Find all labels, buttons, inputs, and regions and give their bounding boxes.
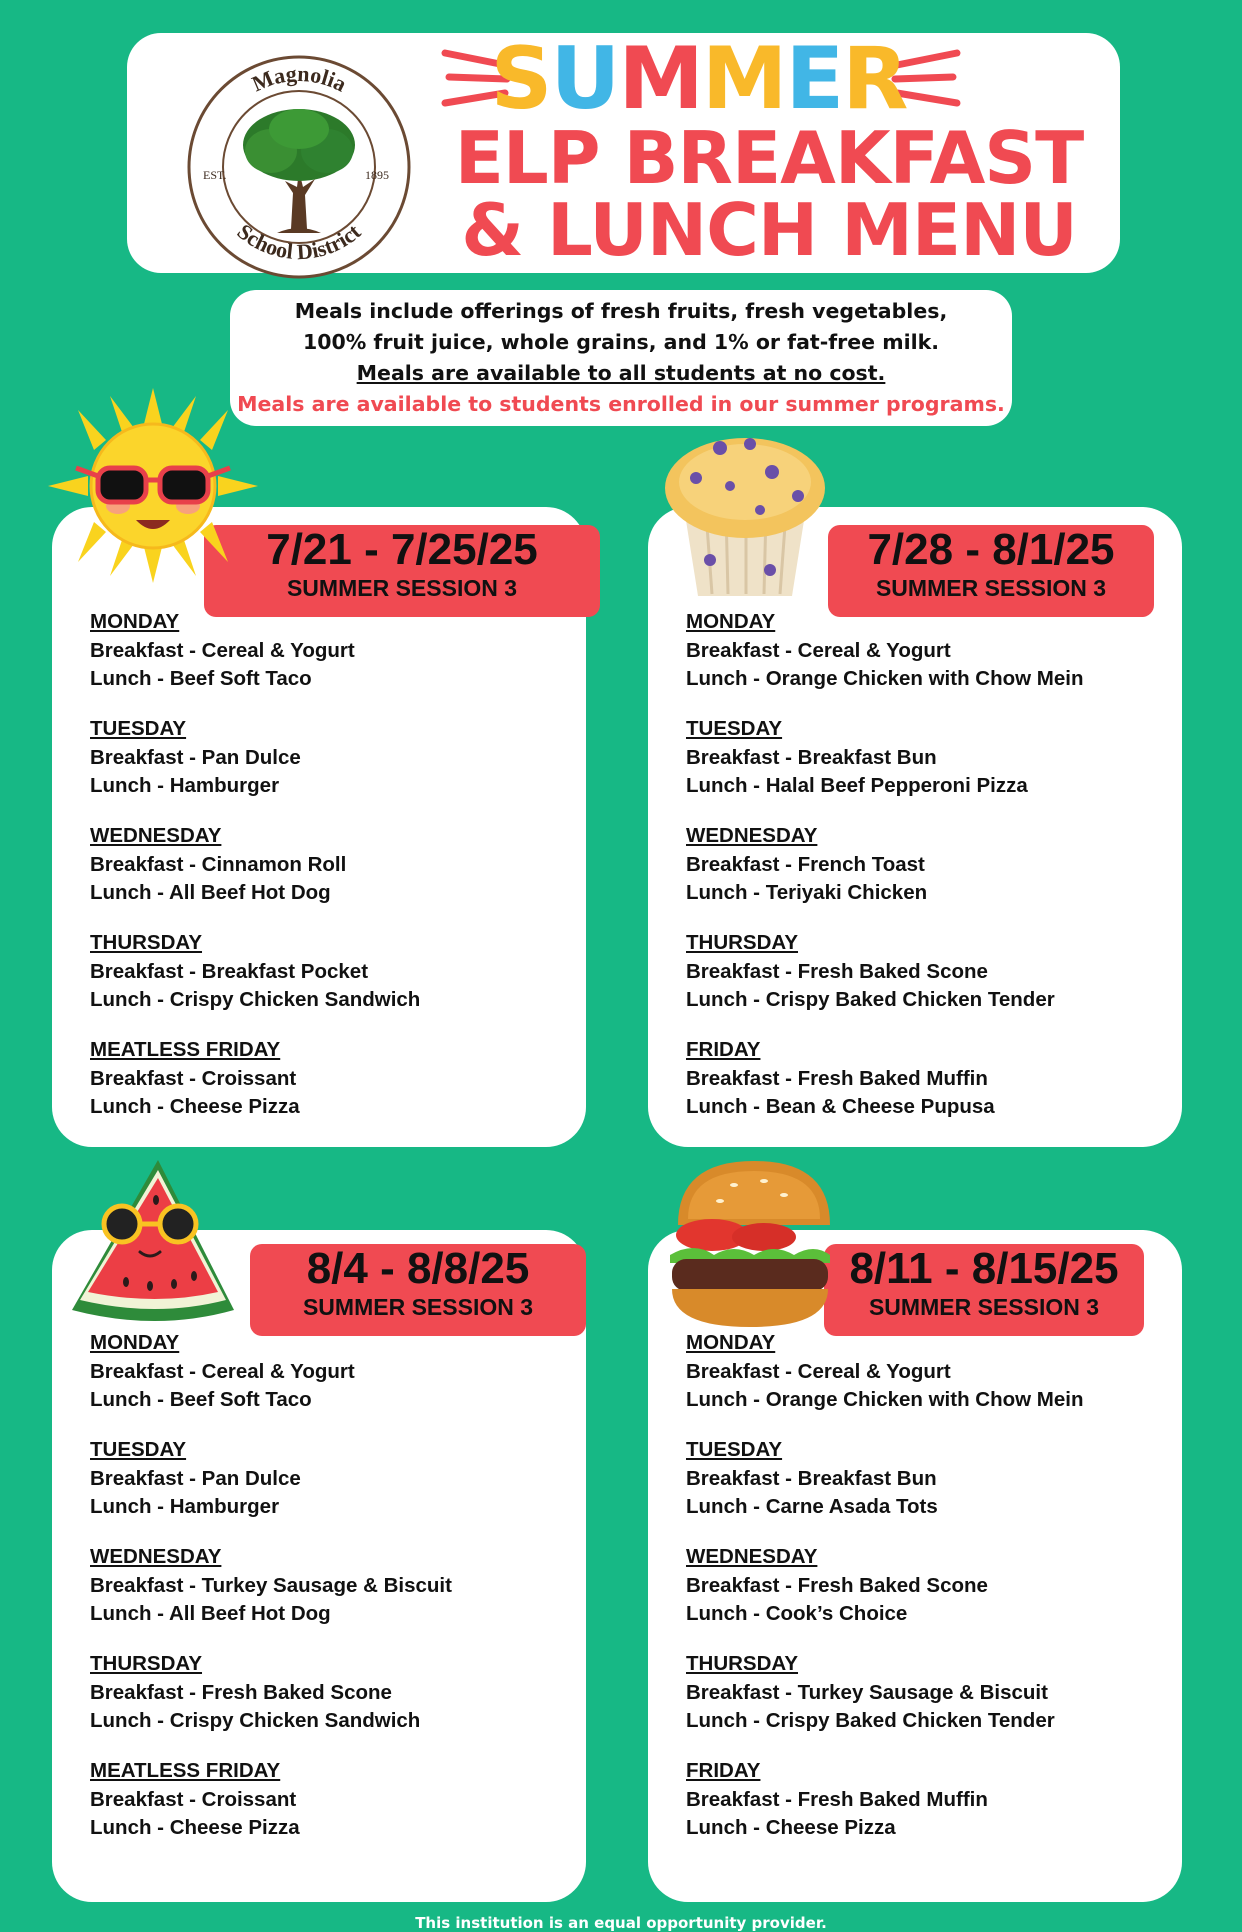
day-name: THURSDAY	[90, 1652, 203, 1675]
lunch-item: Lunch - Orange Chicken with Chow Mein	[686, 666, 1084, 690]
day-entry	[90, 1649, 452, 1734]
lunch-item: Lunch - Cook’s Choice	[686, 1601, 908, 1625]
blueberry-muffin-icon	[660, 430, 830, 600]
breakfast-item: Breakfast - Fresh Baked Muffin	[686, 1067, 988, 1090]
logo-est: EST.	[203, 168, 227, 182]
breakfast-item: Breakfast - Breakfast Bun	[686, 746, 937, 769]
week-session: SUMMER SESSION 3	[286, 575, 518, 601]
lunch-item: Lunch - Hamburger	[90, 773, 280, 797]
summer-letter: R	[842, 29, 907, 129]
breakfast-item: Breakfast - Breakfast Pocket	[90, 960, 369, 983]
week-card-1	[52, 507, 586, 1147]
info-line-3: Meals are available to all students at no cost.	[356, 361, 886, 385]
lunch-item: Lunch - Teriyaki Chicken	[686, 880, 928, 904]
summer-letter: M	[701, 29, 786, 129]
week-date-badge	[204, 525, 600, 617]
breakfast-item: Breakfast - Turkey Sausage & Biscuit	[686, 1681, 1048, 1704]
meal-info-box	[230, 290, 1012, 426]
day-name: TUESDAY	[686, 1438, 783, 1461]
week-menu	[686, 1328, 1084, 1863]
breakfast-item: Breakfast - Turkey Sausage & Biscuit	[90, 1574, 452, 1597]
sun-with-sunglasses-icon	[48, 388, 258, 583]
day-name: MONDAY	[90, 1331, 180, 1354]
week-card-3	[52, 1230, 586, 1902]
lunch-item: Lunch - Bean & Cheese Pupusa	[686, 1094, 995, 1118]
day-entry	[90, 714, 420, 799]
lunch-item: Lunch - Crispy Baked Chicken Tender	[686, 987, 1055, 1011]
day-entry	[686, 1435, 1084, 1520]
breakfast-item: Breakfast - Croissant	[90, 1067, 297, 1090]
equal-opportunity-footer: This institution is an equal opportunity provider.	[415, 1914, 827, 1932]
day-entry	[686, 821, 1084, 906]
breakfast-item: Breakfast - Fresh Baked Scone	[90, 1681, 392, 1704]
breakfast-item: Breakfast - Fresh Baked Scone	[686, 1574, 988, 1597]
lunch-item: Lunch - Carne Asada Tots	[686, 1494, 938, 1518]
day-entry	[686, 1542, 1084, 1627]
watermelon-with-sunglasses-icon	[66, 1160, 241, 1330]
breakfast-item: Breakfast - French Toast	[686, 853, 925, 876]
breakfast-item: Breakfast - Fresh Baked Muffin	[686, 1788, 988, 1811]
summer-letter: E	[785, 29, 843, 129]
lunch-item: Lunch - Cheese Pizza	[686, 1815, 896, 1839]
summer-letter: S	[490, 29, 551, 129]
day-entry	[686, 1035, 1084, 1120]
day-name: THURSDAY	[90, 931, 203, 954]
day-name: TUESDAY	[90, 717, 187, 740]
title-line-1: ELP BREAKFAST	[454, 116, 1084, 200]
breakfast-item: Breakfast - Pan Dulce	[90, 746, 301, 769]
hamburger-icon	[664, 1155, 836, 1333]
header-banner	[127, 29, 1120, 273]
lunch-item: Lunch - All Beef Hot Dog	[90, 1601, 331, 1625]
day-entry	[686, 607, 1084, 692]
day-name: THURSDAY	[686, 1652, 799, 1675]
day-name: THURSDAY	[686, 931, 799, 954]
day-name: WEDNESDAY	[686, 824, 818, 847]
logo-bottom-text: School District	[232, 218, 366, 265]
breakfast-item: Breakfast - Cereal & Yogurt	[686, 639, 951, 662]
week-menu	[90, 1328, 452, 1863]
week-menu	[90, 607, 420, 1142]
info-line-1: Meals include offerings of fresh fruits, fresh vegetables,	[294, 299, 948, 323]
day-entry	[686, 1328, 1084, 1413]
lunch-item: Lunch - All Beef Hot Dog	[90, 880, 331, 904]
lunch-item: Lunch - Orange Chicken with Chow Mein	[686, 1387, 1084, 1411]
lunch-item: Lunch - Cheese Pizza	[90, 1815, 300, 1839]
day-name: WEDNESDAY	[686, 1545, 818, 1568]
breakfast-item: Breakfast - Fresh Baked Scone	[686, 960, 988, 983]
breakfast-item: Breakfast - Croissant	[90, 1788, 297, 1811]
day-entry	[686, 928, 1084, 1013]
summer-letter: M	[618, 29, 702, 129]
week-date-badge	[250, 1244, 586, 1336]
lunch-item: Lunch - Crispy Chicken Sandwich	[90, 987, 421, 1011]
breakfast-item: Breakfast - Cereal & Yogurt	[90, 1360, 355, 1383]
logo-top-text: Magnolia	[248, 60, 351, 97]
day-name: MONDAY	[90, 610, 180, 633]
breakfast-item: Breakfast - Pan Dulce	[90, 1467, 301, 1490]
day-entry	[90, 928, 420, 1013]
day-name: WEDNESDAY	[90, 824, 222, 847]
day-entry	[686, 1649, 1084, 1734]
day-name: WEDNESDAY	[90, 1545, 222, 1568]
info-line-2: 100% fruit juice, whole grains, and 1% or fat-free milk.	[302, 330, 940, 354]
day-name: MEATLESS FRIDAY	[90, 1038, 281, 1061]
lunch-item: Lunch - Crispy Baked Chicken Tender	[686, 1708, 1055, 1732]
week-session: SUMMER SESSION 3	[302, 1294, 534, 1320]
breakfast-item: Breakfast - Cereal & Yogurt	[90, 639, 355, 662]
summer-word	[127, 29, 1120, 129]
day-name: FRIDAY	[686, 1759, 761, 1782]
week-date-badge	[828, 525, 1154, 617]
info-line-4: Meals are available to students enrolled in our summer programs.	[237, 392, 1005, 416]
day-entry	[90, 607, 420, 692]
week-card-2	[648, 507, 1182, 1147]
week-dates: 7/28 - 8/1/25	[867, 525, 1115, 574]
lunch-item: Lunch - Beef Soft Taco	[90, 666, 312, 690]
breakfast-item: Breakfast - Breakfast Bun	[686, 1467, 937, 1490]
lunch-item: Lunch - Cheese Pizza	[90, 1094, 300, 1118]
week-dates: 7/21 - 7/25/25	[266, 525, 538, 574]
day-entry	[90, 821, 420, 906]
week-session: SUMMER SESSION 3	[868, 1294, 1100, 1320]
week-dates: 8/11 - 8/15/25	[849, 1244, 1119, 1293]
day-entry	[90, 1756, 452, 1841]
day-entry	[686, 714, 1084, 799]
day-name: MEATLESS FRIDAY	[90, 1759, 281, 1782]
day-name: FRIDAY	[686, 1038, 761, 1061]
week-date-badge	[824, 1244, 1144, 1336]
day-name: TUESDAY	[686, 717, 783, 740]
breakfast-item: Breakfast - Cinnamon Roll	[90, 853, 347, 876]
day-entry	[686, 1756, 1084, 1841]
day-name: MONDAY	[686, 610, 776, 633]
week-menu	[686, 607, 1084, 1142]
lunch-item: Lunch - Hamburger	[90, 1494, 280, 1518]
week-dates: 8/4 - 8/8/25	[306, 1244, 530, 1293]
week-session: SUMMER SESSION 3	[875, 575, 1107, 601]
summer-letter: U	[550, 29, 619, 129]
breakfast-item: Breakfast - Cereal & Yogurt	[686, 1360, 951, 1383]
lunch-item: Lunch - Halal Beef Pepperoni Pizza	[686, 773, 1028, 797]
day-entry	[90, 1435, 452, 1520]
logo-year: 1895	[365, 168, 389, 182]
day-entry	[90, 1328, 452, 1413]
lunch-item: Lunch - Crispy Chicken Sandwich	[90, 1708, 421, 1732]
title-line-2: & LUNCH MENU	[461, 188, 1077, 272]
day-name: MONDAY	[686, 1331, 776, 1354]
day-entry	[90, 1542, 452, 1627]
day-entry	[90, 1035, 420, 1120]
lunch-item: Lunch - Beef Soft Taco	[90, 1387, 312, 1411]
day-name: TUESDAY	[90, 1438, 187, 1461]
